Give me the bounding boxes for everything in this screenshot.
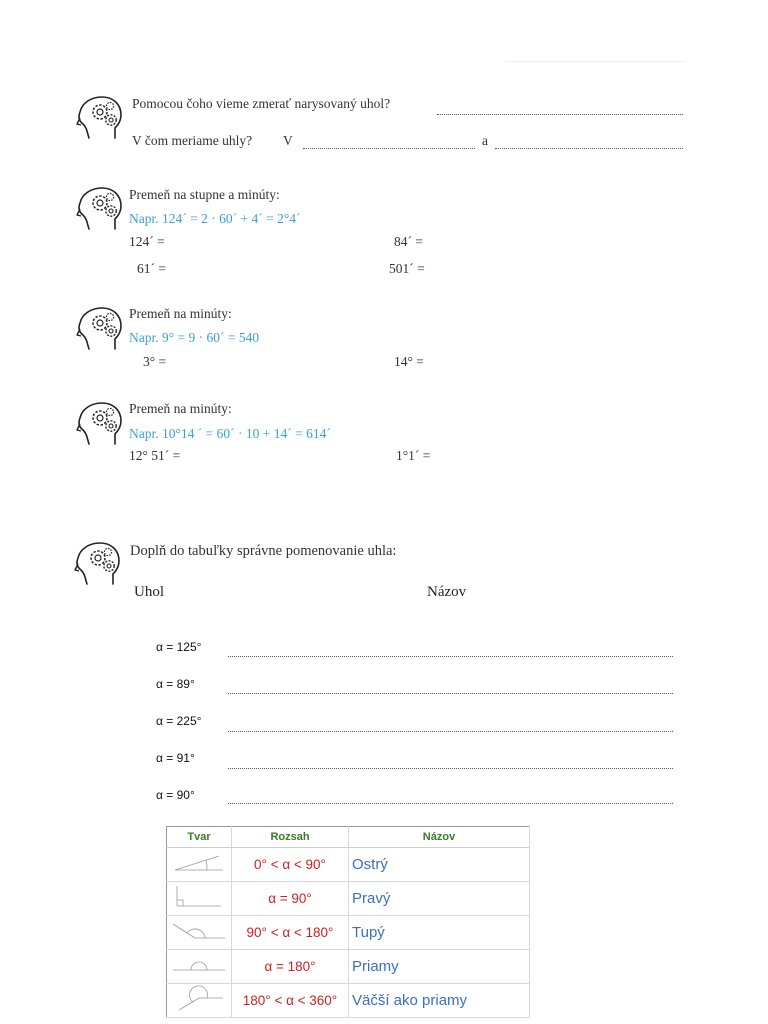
head-gears-icon xyxy=(75,400,125,446)
top-rule xyxy=(505,61,685,62)
exercise-item: 61´ = xyxy=(137,261,166,276)
exercise-item: 501´ = xyxy=(389,261,425,276)
answer-line[interactable] xyxy=(228,731,673,732)
table-row xyxy=(167,882,530,916)
exercise-item: 14° = xyxy=(394,354,424,369)
head-gears-icon xyxy=(75,94,125,140)
angle-value: α = 90° xyxy=(156,788,195,802)
table-row xyxy=(167,916,530,950)
question-units: V čom meriame uhly? xyxy=(132,133,253,148)
question-units-v: V xyxy=(283,133,293,148)
answer-line[interactable] xyxy=(228,656,673,657)
angle-value: α = 225° xyxy=(156,714,202,728)
table-header-row xyxy=(167,827,530,848)
name-cell: Tupý xyxy=(349,916,530,950)
column-header-angle: Uhol xyxy=(134,584,164,600)
column-header-name: Názov xyxy=(427,584,467,600)
header-shape: Tvar xyxy=(167,827,232,848)
exercise-item: 84´ = xyxy=(394,234,423,249)
right-angle-icon xyxy=(167,882,232,916)
acute-angle-icon xyxy=(167,848,232,882)
answer-line-q1[interactable] xyxy=(437,114,683,115)
straight-angle-icon xyxy=(167,950,232,984)
range-cell: 0° < α < 90° xyxy=(232,848,349,882)
table-row xyxy=(167,848,530,882)
angle-reference-table xyxy=(166,826,530,1018)
range-cell: α = 90° xyxy=(232,882,349,916)
obtuse-angle-icon xyxy=(167,916,232,950)
section-title: Premeň na stupne a minúty: xyxy=(129,187,280,202)
exercise-item: 3° = xyxy=(143,354,167,369)
head-gears-icon xyxy=(75,185,125,231)
table-row xyxy=(167,950,530,984)
angle-value: α = 89° xyxy=(156,677,195,691)
name-cell: Pravý xyxy=(349,882,530,916)
range-cell: 180° < α < 360° xyxy=(232,984,349,1018)
section-title: Doplň do tabuľky správne pomenovanie uhla: xyxy=(130,543,397,559)
answer-line[interactable] xyxy=(228,693,673,694)
head-gears-icon xyxy=(75,305,125,351)
question-units-a: a xyxy=(482,133,488,148)
header-name: Názov xyxy=(349,827,530,848)
name-cell: Ostrý xyxy=(349,848,530,882)
answer-line-q2a[interactable] xyxy=(303,148,475,149)
name-cell: Väčší ako priamy xyxy=(349,984,530,1018)
table-row xyxy=(167,984,530,1018)
range-cell: 90° < α < 180° xyxy=(232,916,349,950)
answer-line[interactable] xyxy=(228,803,673,804)
head-gears-icon xyxy=(73,540,123,586)
angle-value: α = 125° xyxy=(156,640,202,654)
example-text: Napr. 10°14 ´ = 60´ · 10 + 14´ = 614´ xyxy=(129,426,331,441)
section-title: Premeň na minúty: xyxy=(129,401,232,416)
section-title: Premeň na minúty: xyxy=(129,306,232,321)
answer-line[interactable] xyxy=(228,768,673,769)
header-range: Rozsah xyxy=(232,827,349,848)
example-text: Napr. 124´ = 2 · 60´ + 4´ = 2°4´ xyxy=(129,211,301,226)
range-cell: α = 180° xyxy=(232,950,349,984)
reflex-angle-icon xyxy=(167,984,232,1018)
angle-value: α = 91° xyxy=(156,751,195,765)
exercise-item: 1°1´ = xyxy=(396,448,431,463)
name-cell: Priamy xyxy=(349,950,530,984)
example-text: Napr. 9° = 9 · 60´ = 540 xyxy=(129,330,260,345)
question-measure-angle: Pomocou čoho vieme zmerať narysovaný uhol? xyxy=(132,96,391,111)
answer-line-q2b[interactable] xyxy=(495,148,683,149)
exercise-item: 124´ = xyxy=(129,234,165,249)
exercise-item: 12° 51´ = xyxy=(129,448,181,463)
